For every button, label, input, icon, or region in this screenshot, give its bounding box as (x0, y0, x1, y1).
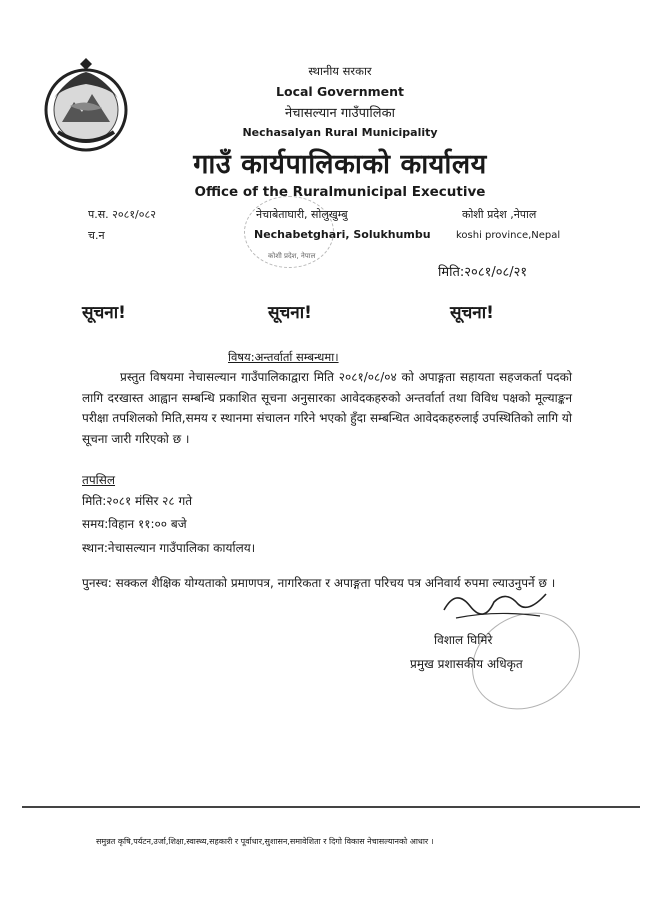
signatory-name: विशाल घिमिरे (434, 633, 493, 647)
schedule-date: मिति:२०८१ मंसिर २८ गते (82, 494, 193, 508)
reference-number: प.स. २०८१/०८२ (88, 208, 156, 221)
letterhead-office-np: गाउँ कार्यपालिकाको कार्यालय (193, 149, 487, 180)
schedule-heading: तपसिल (82, 473, 116, 487)
office-seal-text: कोशी प्रदेश, नेपाल (268, 252, 316, 260)
letterhead-municipality-en: Nechasalyan Rural Municipality (242, 126, 438, 139)
subject-line: विषय:अन्तर्वार्ता सम्बन्धमा। (228, 350, 339, 364)
schedule-time: समय:विहान ११:०० बजे (82, 517, 187, 531)
footer-divider (22, 806, 640, 808)
dispatch-number: च.न (88, 229, 105, 242)
letterhead-municipality-np: नेचासल्यान गाउँपालिका (285, 106, 395, 121)
letterhead-office-en: Office of the Ruralmunicipal Executive (194, 184, 486, 200)
footer-motto: समुन्नत कृषि,पर्यटन,उर्जा,शिक्षा,स्वास्थ्य,सहकारी र पूर्वाधार,सुशासन,समावेशिता र दिगो विकास नेचासल्यानको आधार । (96, 837, 434, 846)
letterhead-local-govt-np: स्थानीय सरकार (308, 64, 372, 78)
notice-heading: सूचना! (450, 303, 494, 323)
address-en: Nechabetghari, Solukhumbu (254, 228, 431, 241)
letterhead-local-govt-en: Local Government (276, 84, 404, 99)
province-en: koshi province,Nepal (456, 230, 561, 241)
postscript: पुनस्च: सक्कल शैक्षिक योग्यताको प्रमाणपत्र, नागरिकता र अपाङ्गता परिचय पत्र अनिवार्य रुपमा ल्याउनुपर्ने छ । (82, 576, 556, 590)
schedule-place: स्थान:नेचासल्यान गाउँपालिका कार्यालय। (82, 541, 256, 555)
letter-date: मिति:२०८१/०८/२१ (438, 265, 528, 280)
body-paragraph: प्रस्तुत विषयमा नेचासल्यान गाउँपालिकाद्वारा मिति २०८१/०८/०४ को अपाङ्गता सहायता सहजकर्ता पदको लागि दरखास्त आह्वान सम्बन्धि प्रकाशित सूचना अनुसारका आवेदकहरुको अन्तर्वार्ता तथा विविध पक्षको मूल्याङ्कन परीक्षा तपशिलको मिति,समय र स्थानमा संचालन गरिने भएको हुँदा सम्बन्धित आवेदकहरुलाई उपस्थितिको लागि यो सूचना जारी गरिएको छ । (82, 370, 572, 446)
notice-heading: सूचना! (82, 303, 126, 323)
nepal-emblem-icon (40, 58, 132, 158)
province-np: कोशी प्रदेश ,नेपाल (462, 208, 537, 221)
signatory-title: प्रमुख प्रशासकीय अधिकृत (410, 657, 523, 671)
notice-heading: सूचना! (268, 303, 312, 323)
address-np: नेचाबेताघारी, सोलुखुम्बु (256, 208, 348, 221)
